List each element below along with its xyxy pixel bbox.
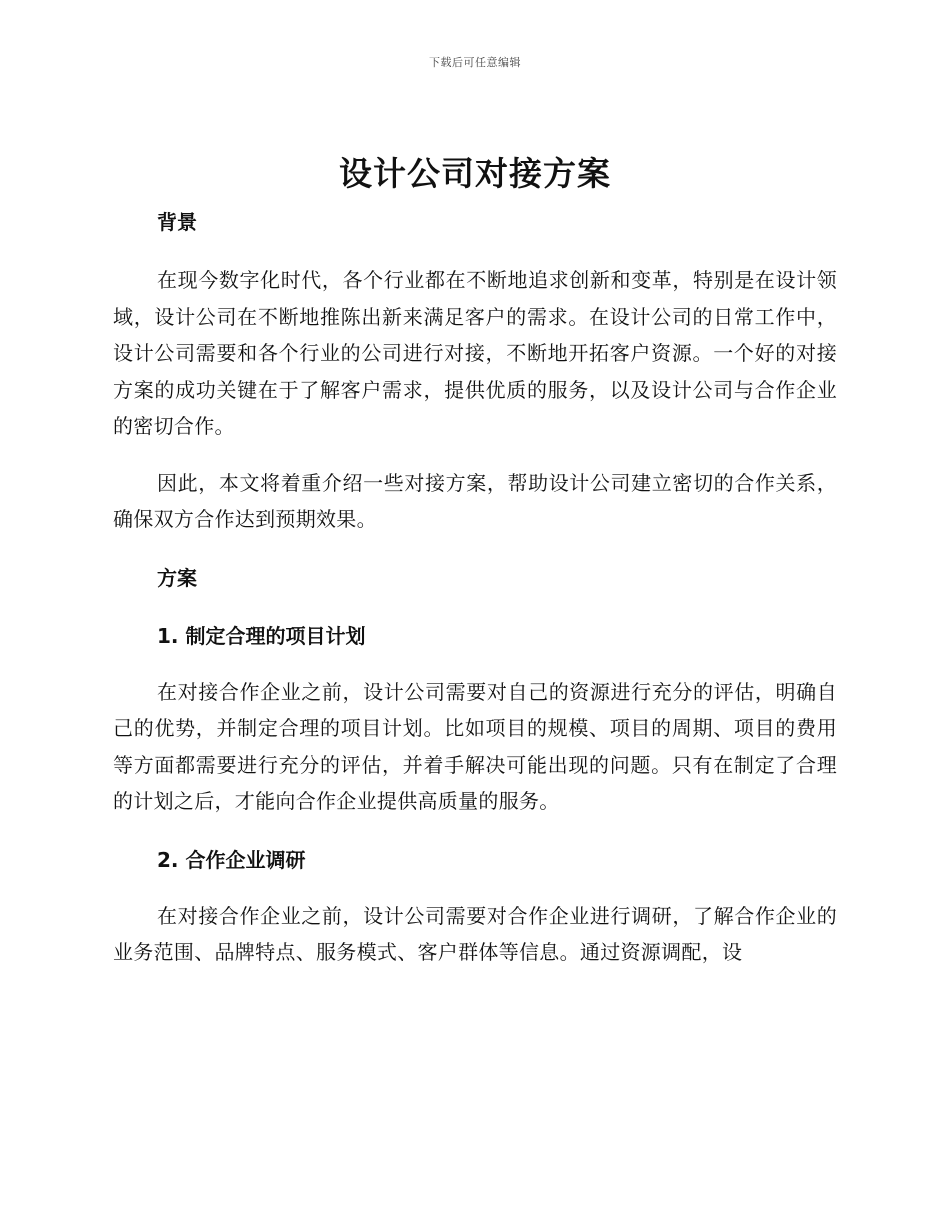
item-1-paragraph: 在对接合作企业之前，设计公司需要对自己的资源进行充分的评估，明确自己的优势，并制定合理的项目计划。比如项目的规模、项目的周期、项目的费用等方面都需要进行充分的评估，并着手解决可能出现的问题。只有在制定了合理的计划之后，才能向合作企业提供高质量的服务。 [113, 679, 837, 813]
background-heading: 背景 [157, 210, 197, 234]
document-body [113, 204, 837, 971]
background-paragraph-2: 因此，本文将着重介绍一些对接方案，帮助设计公司建立密切的合作关系，确保双方合作达到预期效果。 [113, 470, 837, 531]
plan-heading: 方案 [157, 565, 197, 590]
background-paragraph-1: 在现今数字化时代，各个行业都在不断地追求创新和变革，特别是在设计领域，设计公司在不断地推陈出新来满足客户的需求。在设计公司的日常工作中，设计公司需要和各个行业的公司进行对接，不断地开拓客户资源。一个好的对接方案的成功关键在于了解客户需求，提供优质的服务，以及设计公司与合作企业的密切合作。 [113, 268, 837, 438]
item-2-heading: 2. 合作企业调研 [157, 847, 306, 872]
document-title: 设计公司对接方案 [339, 154, 611, 193]
item-2-paragraph: 在对接合作企业之前，设计公司需要对合作企业进行调研，了解合作企业的业务范围、品牌特点、服务模式、客户群体等信息。通过资源调配，设 [113, 903, 837, 964]
header-note: 下载后可任意编辑 [429, 56, 521, 69]
item-1-heading: 1. 制定合理的项目计划 [157, 623, 366, 648]
